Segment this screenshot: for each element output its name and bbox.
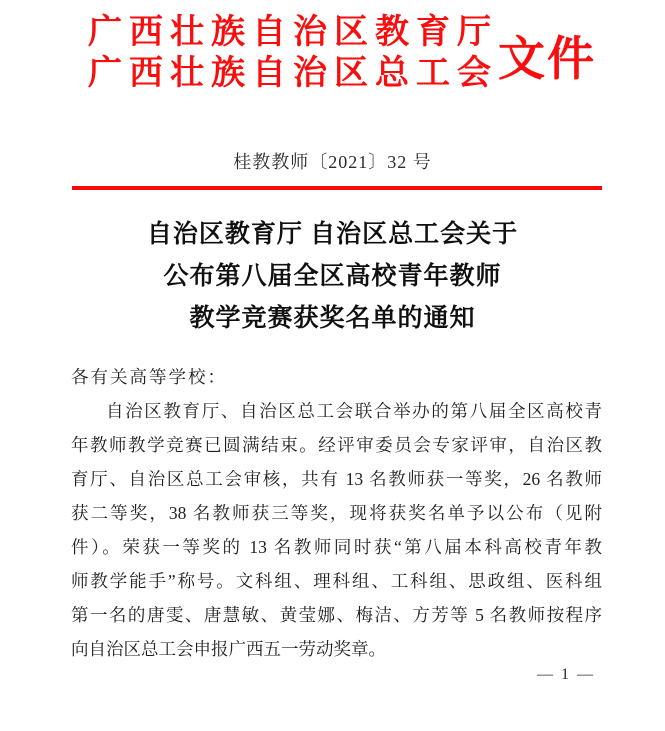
reference-number: 桂教教师〔2021〕32 号 [233,152,432,172]
page-number: — 1 — [537,666,595,683]
body-line: 第一名的唐雯、唐慧敏、黄莹娜、梅洁、方芳等 5 名教师按程序 [71,605,602,625]
org-name-trade-union: 广西壮族自治区总工会 [88,55,498,92]
document-word-label: 文件 [498,33,596,86]
title-line-1: 自治区教育厅 自治区总工会关于 [146,221,519,248]
document-title [0,214,665,340]
body-line: 师教学能手”称号。文科组、理科组、工科组、思政组、医科组 [71,571,602,591]
letterhead [88,12,611,94]
title-line-2: 公布第八届全区高校青年教师 [163,263,502,290]
body-line: 向自治区总工会申报广西五一劳动奖章。 [71,639,386,659]
body-line: 件）。荣获一等奖的 13 名教师同时获“第八届本科高校青年教 [71,537,602,557]
salutation-line: 各有关高等学校： [71,367,227,387]
org-name-education-department: 广西壮族自治区教育厅 [88,14,498,51]
issuing-organizations [88,12,498,94]
body-line: 获二等奖，38 名教师获三等奖，现将获奖名单予以公布（见附 [71,503,602,523]
title-line-3: 教学竞赛获奖名单的通知 [189,305,476,332]
body-line: 育厅、自治区总工会审核，共有 13 名教师获一等奖，26 名教师 [71,469,602,489]
body-line: 自治区教育厅、自治区总工会联合举办的第八届全区高校青 [106,401,602,421]
document-body [71,360,602,666]
body-line: 年教师教学竞赛已圆满结束。经评审委员会专家评审，自治区教 [71,435,602,455]
red-divider-line [72,186,602,190]
